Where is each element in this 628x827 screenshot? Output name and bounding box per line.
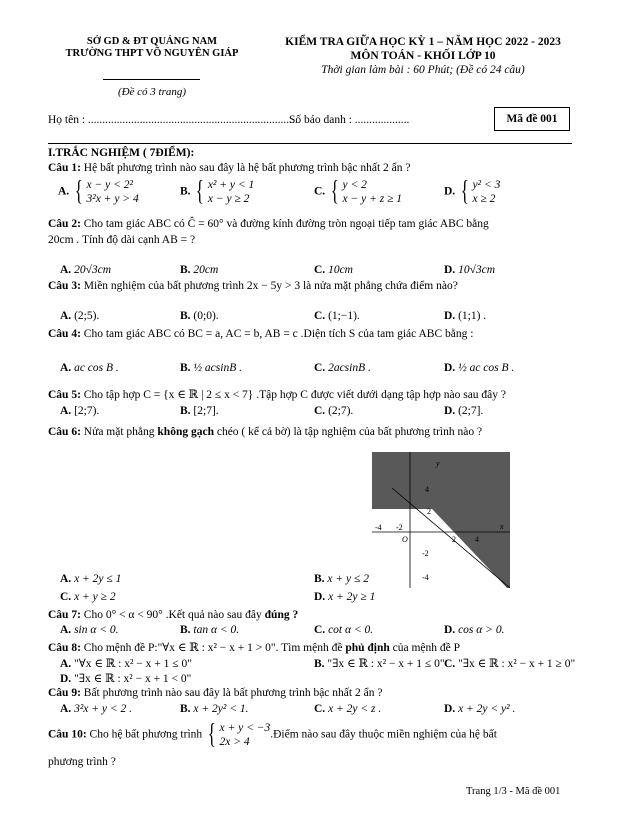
option-c: C. x + y ≥ 2 xyxy=(60,591,116,603)
tick-label: 2 xyxy=(452,535,456,544)
option-a: A. x + 2y ≤ 1 xyxy=(60,573,122,585)
y-axis-label: y xyxy=(436,459,440,468)
tick-label: 4 xyxy=(475,535,479,544)
question-2: Câu 2: Cho tam giác ABC có Ĉ = 60° và đường kính đường tròn ngoại tiếp tam giác ABC bằng xyxy=(48,218,489,230)
option-a: A. 3²x + y < 2 . xyxy=(60,703,132,715)
option-b: B. [2;7]. xyxy=(180,405,219,417)
option-d: D. (2;7]. xyxy=(444,405,484,417)
tick-label: -2 xyxy=(396,523,403,532)
divider xyxy=(48,143,572,144)
exam-time: Thời gian làm bài : 60 Phút; (Đề có 24 câu) xyxy=(321,64,525,76)
question-9: Câu 9: Bất phương trình nào sau đây là bất phương trình bậc nhất 2 ẩn ? xyxy=(48,687,383,699)
option-c: C. cot α < 0. xyxy=(314,624,374,636)
option-b: B. x + 2y² < 1. xyxy=(180,703,249,715)
student-id-label: Số báo danh : ................... xyxy=(289,114,410,126)
option-a: A. 20√3cm xyxy=(60,264,112,276)
question-7: Câu 7: Cho 0° < α < 90° .Kết quả nào sau đây đúng ? xyxy=(48,609,299,621)
option-d: D. cos α > 0. xyxy=(444,624,505,636)
option-b: B. ½ acsinB . xyxy=(180,362,242,374)
option-c: C. 2acsinB . xyxy=(314,362,371,374)
section-title: I.TRẮC NGHIỆM ( 7ĐIỂM): xyxy=(48,147,195,159)
question-2-cont: 20cm . Tính độ dài cạnh AB = ? xyxy=(48,234,196,246)
subject: MÔN TOÁN - KHỐI LỚP 10 xyxy=(350,50,496,62)
question-10: Câu 10: Cho hệ bất phương trình { x + y < −3 2x > 4 .Điểm nào sau đây thuộc miền nghiệm của hệ bất xyxy=(48,719,497,750)
tick-label: 4 xyxy=(425,485,429,494)
option-b: B. x + y ≤ 2 xyxy=(314,573,369,585)
school-name: TRƯỜNG THPT VÕ NGUYÊN GIÁP xyxy=(65,48,239,59)
x-axis-label: x xyxy=(500,522,504,531)
origin-label: O xyxy=(402,535,408,544)
option-a: A. ac cos B . xyxy=(60,362,119,374)
divider xyxy=(103,79,200,80)
option-c: C. { y < 2 x − y + z ≥ 1 xyxy=(314,176,403,207)
question-8: Câu 8: Cho mệnh đề P:"∀x ∈ ℝ : x² − x + 1 > 0". Tìm mệnh đề phủ định của mệnh đề P xyxy=(48,642,461,654)
question-text: Hệ bất phương trình nào sau đây là hệ bất phương trình bậc nhất 2 ẩn ? xyxy=(83,162,411,174)
option-d: D. 10√3cm xyxy=(444,264,496,276)
option-a: A. (2;5). xyxy=(60,310,100,322)
pages-note: (Đề có 3 trang) xyxy=(117,86,187,98)
tick-label: 2 xyxy=(427,507,431,516)
option-d: D. x + 2y < y² . xyxy=(444,703,516,715)
option-b: B. "∃x ∈ ℝ : x² − x + 1 ≤ 0" xyxy=(314,658,445,670)
tick-label: -4 xyxy=(422,573,429,582)
option-a: A. sin α < 0. xyxy=(60,624,119,636)
option-d: D. { y² < 3 x ≥ 2 xyxy=(444,176,501,207)
option-d: D. ½ ac cos B . xyxy=(444,362,515,374)
option-b: B. 20cm xyxy=(180,264,219,276)
option-b: B. tan α < 0. xyxy=(180,624,240,636)
question-3: Câu 3: Miền nghiệm của bất phương trình 2x − 5y > 3 là nửa mặt phẳng chứa điểm nào? xyxy=(48,280,458,292)
name-label: Họ tên : ......................................................................... xyxy=(48,114,298,126)
option-b: B. (0;0). xyxy=(180,310,219,322)
question-10-cont: phương trình ? xyxy=(48,756,116,768)
question-label: Câu 1: xyxy=(48,162,81,174)
option-c: C. (2;7). xyxy=(314,405,354,417)
dept-name: SỞ GD & ĐT QUẢNG NAM xyxy=(86,36,218,47)
option-c: C. 10cm xyxy=(314,264,353,276)
solution-region-graph xyxy=(372,452,510,588)
question-5: Câu 5: Cho tập hợp C = {x ∈ ℝ | 2 ≤ x < 7} .Tập hợp C được viết dưới dạng tập hợp nào sau đây ? xyxy=(48,389,507,401)
option-a: A. "∀x ∈ ℝ : x² − x + 1 ≤ 0" xyxy=(60,658,192,670)
exam-title: KIỂM TRA GIỮA HỌC KỲ 1 – NĂM HỌC 2022 - 2023 xyxy=(285,36,561,48)
option-d: D. (1;1) . xyxy=(444,310,487,322)
option-c: C. x + 2y < z . xyxy=(314,703,382,715)
exam-code: Mã đề 001 xyxy=(494,107,570,131)
option-d: D. x + 2y ≥ 1 xyxy=(314,591,376,603)
option-a: A. { x − y < 2² 3²x + y > 4 xyxy=(58,176,139,207)
page-footer: Trang 1/3 - Mã đề 001 xyxy=(466,786,561,797)
option-c: C. (1;−1). xyxy=(314,310,360,322)
option-d: D. "∃x ∈ ℝ : x² − x + 1 < 0" xyxy=(60,673,192,685)
tick-label: -4 xyxy=(375,523,382,532)
tick-label: -2 xyxy=(422,549,429,558)
question-6: Câu 6: Nửa mặt phẳng không gạch chéo ( kể cả bờ) là tập nghiệm của bất phương trình nào ? xyxy=(48,426,483,438)
option-c: C. "∃x ∈ ℝ : x² − x + 1 ≥ 0" xyxy=(444,658,576,670)
option-b: B. { x² + y < 1 x − y ≥ 2 xyxy=(180,176,255,207)
option-a: A. [2;7). xyxy=(60,405,100,417)
question-1 xyxy=(48,162,411,174)
question-4: Câu 4: Cho tam giác ABC có BC = a, AC = b, AB = c .Diện tích S của tam giác ABC bằng : xyxy=(48,328,474,340)
